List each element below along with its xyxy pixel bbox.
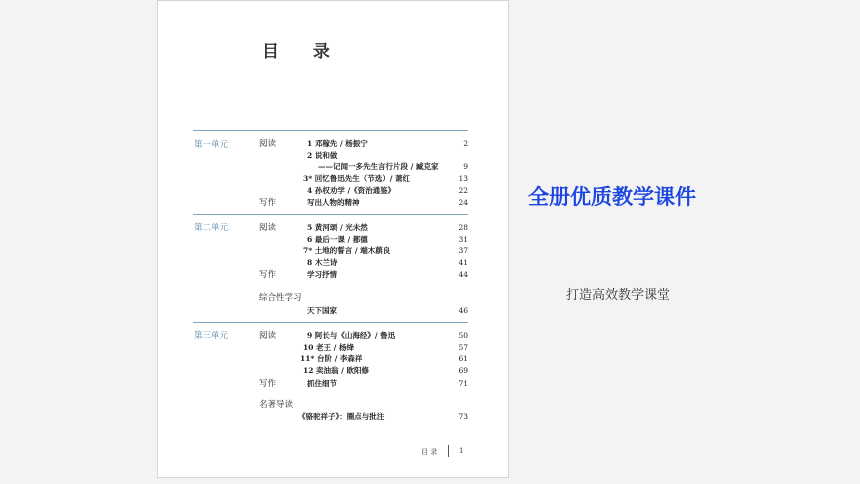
toc-entry: 4 孙权劝学 /《资治通鉴》 (307, 186, 396, 195)
page-number: 44 (458, 270, 468, 279)
category-classic-reading: 名著导读 (259, 400, 294, 410)
slide-title: 全册优质教学课件 (528, 185, 696, 209)
category-reading: 阅读 (259, 331, 277, 341)
page-number: 9 (463, 162, 468, 171)
unit-divider (193, 214, 468, 215)
toc-entry: 8 木兰诗 (307, 258, 338, 267)
footer-divider (448, 445, 449, 457)
toc-entry: 6 最后一课 / 都德 (307, 235, 368, 244)
toc-entry: 9 阿长与《山海经》/ 鲁迅 (307, 331, 396, 340)
page-number: 37 (458, 246, 468, 255)
toc-entry: 5 黄河颂 / 光未然 (307, 223, 368, 232)
page-number: 73 (458, 412, 468, 421)
toc-entry: 11* 台阶 / 李森祥 (300, 354, 363, 363)
category-reading: 阅读 (259, 139, 277, 149)
category-writing: 写作 (259, 270, 277, 280)
page-number: 28 (458, 223, 468, 232)
page-footer-label: 目 录 (421, 448, 438, 456)
page-number: 46 (458, 306, 468, 315)
toc-entry: 《骆驼祥子》：圈点与批注 (298, 412, 385, 421)
toc-entry: 3* 回忆鲁迅先生（节选）/ 萧红 (303, 174, 411, 183)
category-writing: 写作 (259, 198, 277, 208)
toc-page-image (157, 0, 509, 478)
category-writing: 写作 (259, 379, 277, 389)
unit-label-1: 第一单元 (194, 140, 229, 150)
toc-entry: 天下国家 (307, 306, 337, 315)
page-number: 61 (458, 354, 468, 363)
page-number: 31 (458, 235, 468, 244)
page-number: 2 (463, 139, 468, 148)
page-number: 24 (458, 198, 468, 207)
toc-entry: ——记闻一多先生言行片段 / 臧克家 (318, 162, 439, 171)
category-reading: 阅读 (259, 223, 277, 233)
category-integrated-study: 综合性学习 (259, 293, 302, 303)
page-number: 71 (458, 379, 468, 388)
toc-entry: 1 邓稼先 / 杨振宁 (307, 139, 368, 148)
page-number: 41 (458, 258, 468, 267)
toc-entry: 7* 土地的誓言 / 端木蕻良 (303, 246, 391, 255)
page-number: 13 (458, 174, 468, 183)
unit-divider (193, 130, 468, 131)
toc-heading: 目 录 (262, 42, 344, 62)
toc-entry: 写出人物的精神 (307, 198, 360, 207)
toc-entry: 学习抒情 (307, 270, 337, 279)
page-number: 69 (458, 366, 468, 375)
page-number: 57 (458, 343, 468, 352)
toc-entry: 抓住细节 (307, 379, 337, 388)
slide-subtitle: 打造高效教学课堂 (566, 288, 671, 303)
page-number: 22 (458, 186, 468, 195)
unit-label-3: 第三单元 (194, 331, 229, 341)
unit-divider (193, 322, 468, 323)
toc-entry: 2 说和做 (307, 151, 338, 160)
toc-entry: 12 卖油翁 / 欧阳修 (303, 366, 370, 375)
toc-entry: 10 老王 / 杨绛 (303, 343, 355, 352)
unit-label-2: 第二单元 (194, 223, 229, 233)
page-number: 50 (458, 331, 468, 340)
page-footer-number: 1 (459, 447, 464, 455)
